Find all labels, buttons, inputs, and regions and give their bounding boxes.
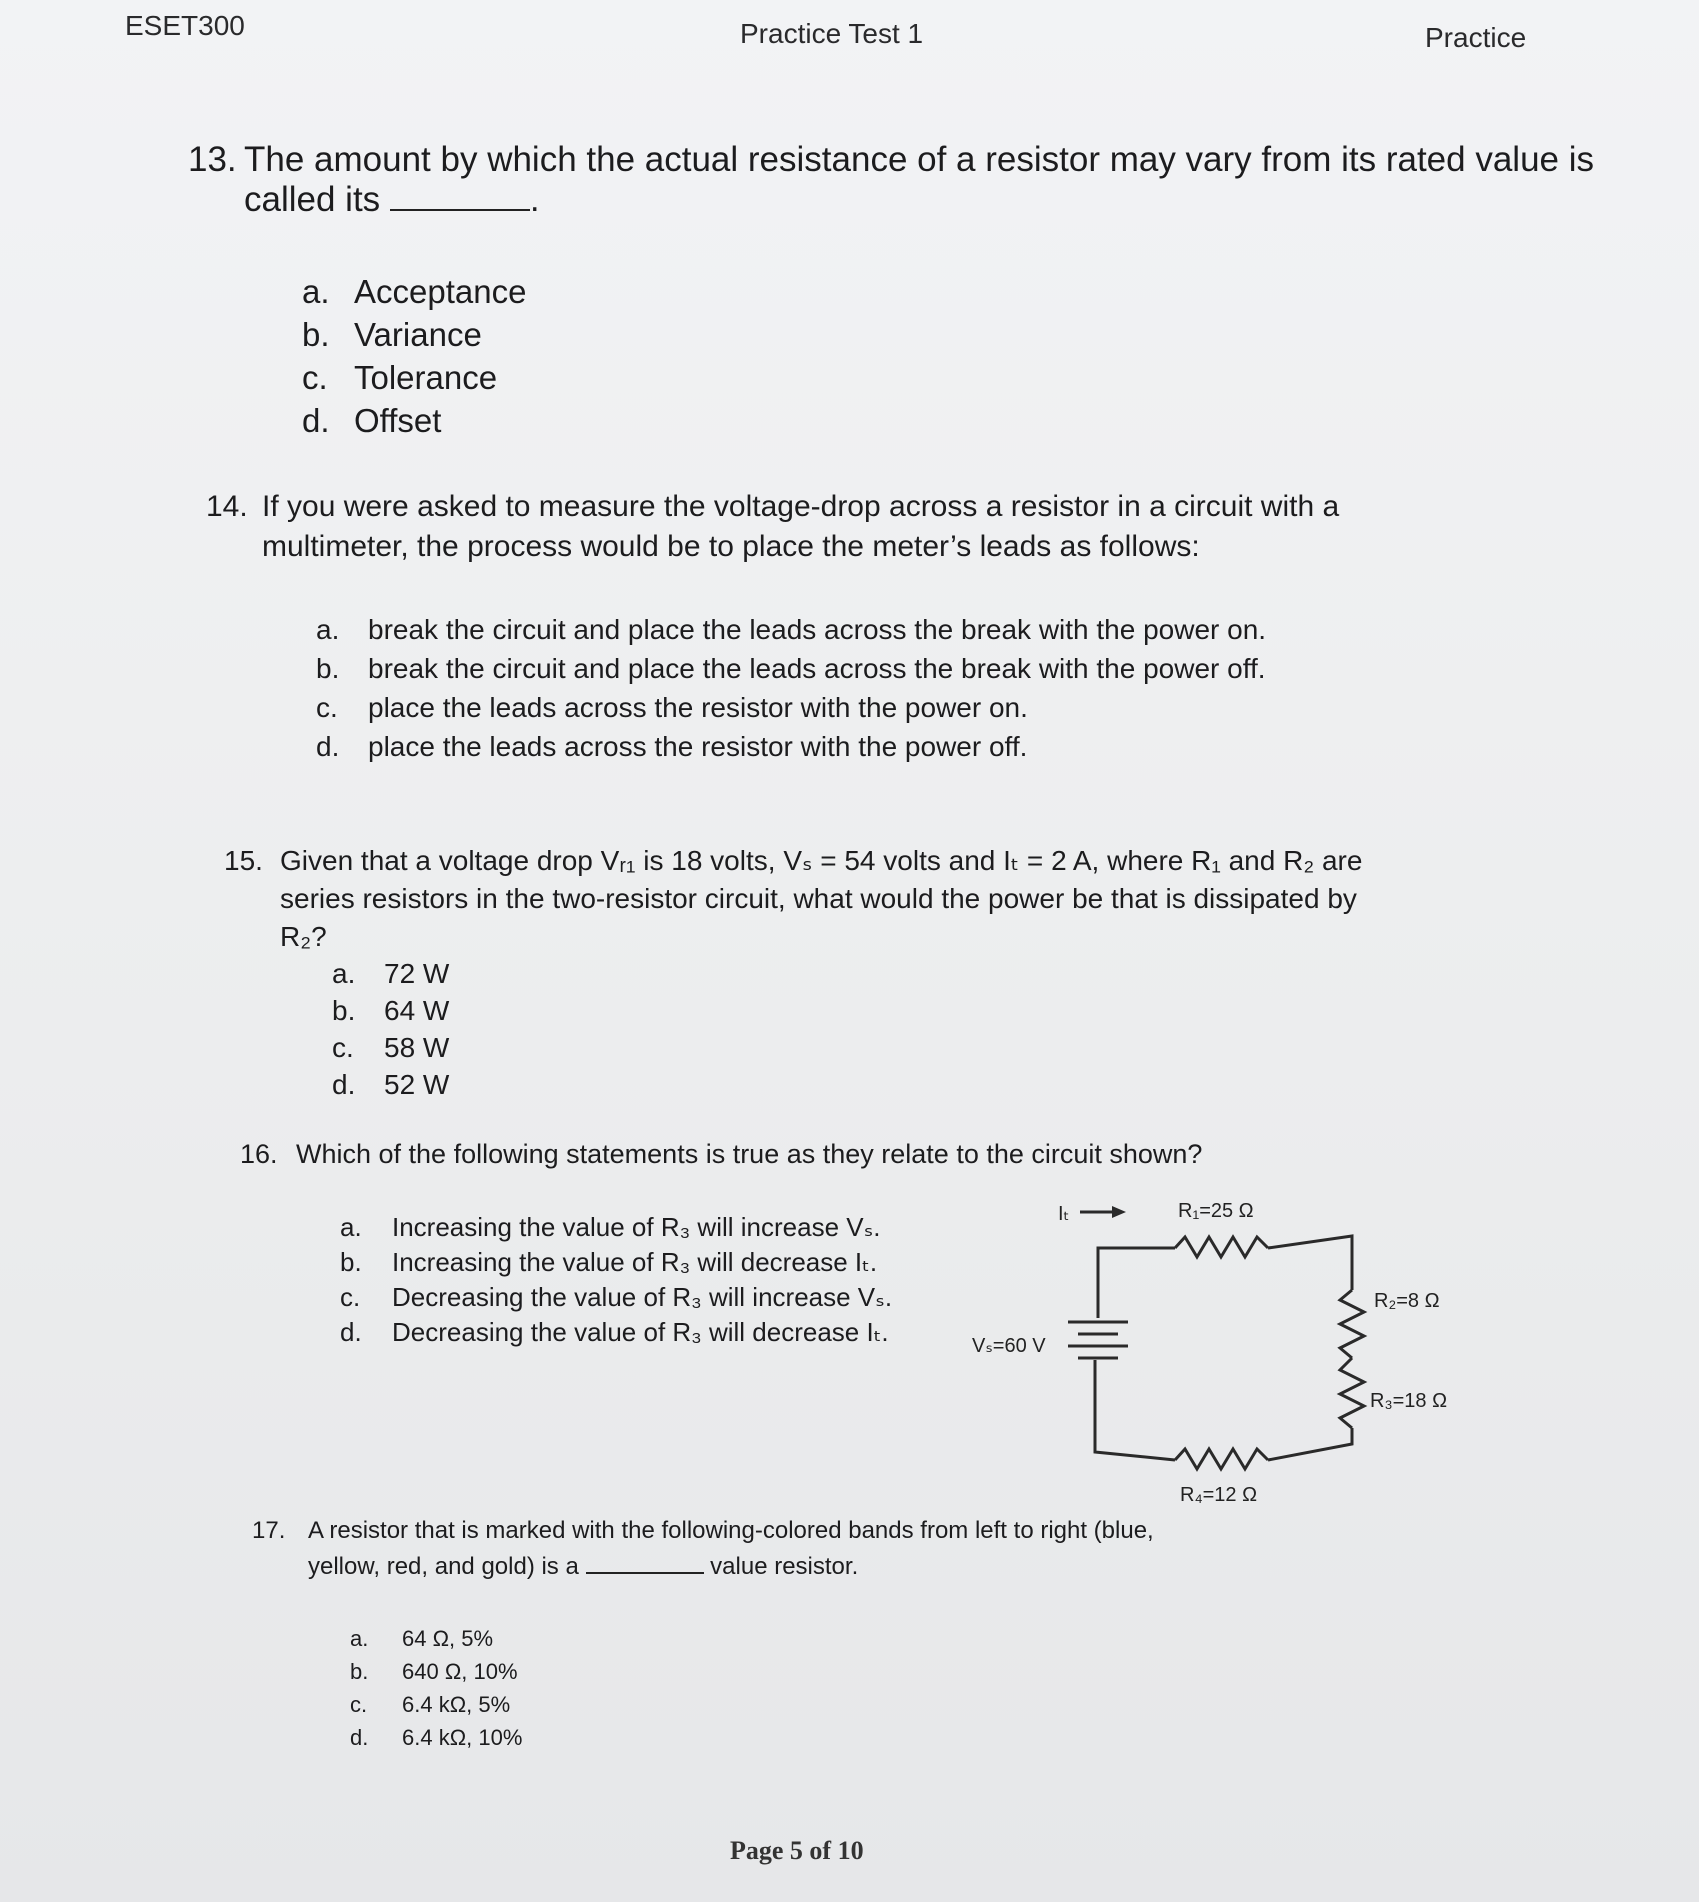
wire-top-right [1268,1236,1352,1290]
source-label: Vₛ=60 V [972,1335,1046,1357]
option-text: 6.4 kΩ, 5% [402,1692,511,1717]
option-letter: b. [316,653,340,684]
option-letter: b. [350,1659,369,1684]
option-text: 6.4 kΩ, 10% [402,1725,523,1750]
option-text: Decreasing the value of R₃ will increase Vₛ. [392,1282,893,1312]
page-title: Practice Test 1 [740,18,924,49]
answer-blank [586,1572,704,1574]
question-text: . [529,180,540,219]
r4-label: R₄=12 Ω [1180,1484,1258,1506]
r2-label: R₂=8 Ω [1374,1290,1440,1312]
option-letter: a. [340,1212,362,1242]
option-letter: a. [302,273,330,310]
option-b [350,1655,522,1688]
option-text: Decreasing the value of R₃ will decrease Iₜ. [392,1317,889,1347]
resistor-r4 [1175,1449,1268,1469]
question-text: called its [244,180,381,219]
current-label: Iₜ [1058,1203,1070,1225]
option-letter: d. [340,1317,362,1347]
resistor-r2 [1340,1290,1364,1358]
option-letter: d. [350,1725,369,1750]
option-letter: a. [350,1626,369,1651]
question-number: 16. [240,1139,278,1169]
option-text: Offset [354,402,442,439]
question-text: Which of the following statements is true as they relate to the circuit shown? [296,1139,1203,1169]
option-text: Increasing the value of R₃ will decrease Iₜ. [392,1247,878,1277]
current-arrowhead [1112,1206,1126,1218]
wire-bottom-right [1268,1428,1352,1460]
option-letter: a. [332,958,356,989]
resistor-r3 [1340,1358,1364,1428]
question-text: If you were asked to measure the voltage-drop across a resistor in a circuit with a [262,490,1340,523]
option-text: break the circuit and place the leads across the break with the power off. [368,653,1266,684]
option-text: place the leads across the resistor with the power on. [368,692,1028,723]
options-17 [350,1622,522,1754]
option-letter: c. [302,359,328,396]
question-text: yellow, red, and gold) is a [308,1553,579,1580]
option-letter: d. [316,731,340,762]
option-letter: b. [302,316,330,353]
option-letter: d. [302,402,330,439]
question-number: 15. [224,845,263,876]
option-letter: c. [350,1692,368,1717]
option-text: place the leads across the resistor with the power off. [368,731,1028,762]
question-number: 13. [188,140,237,179]
course-code: ESET300 [125,10,245,41]
option-d [350,1721,522,1754]
question-text: R₂? [280,921,327,952]
wire-top-left [1098,1248,1175,1318]
question-text: A resistor that is marked with the following-colored bands from left to right (blue, [308,1517,1154,1544]
option-a [350,1622,522,1655]
option-text: Acceptance [354,273,527,310]
question-text: The amount by which the actual resistance of a resistor may vary from its rated value is [244,140,1595,179]
option-letter: d. [332,1069,356,1100]
wire-bottom-left [1095,1360,1175,1460]
option-text: 640 Ω, 10% [402,1659,518,1684]
page-number: Page 5 of 10 [730,1836,864,1865]
option-text: 58 W [384,1032,450,1063]
question-text: Given that a voltage drop Vᵣ₁ is 18 volts, Vₛ = 54 volts and Iₜ = 2 A, where R₁ and R₂ are [280,845,1363,876]
option-text: 52 W [384,1069,450,1100]
option-text: 64 W [384,995,450,1026]
option-c [350,1688,522,1721]
option-letter: c. [316,692,338,723]
option-text: break the circuit and place the leads across the break with the power on. [368,614,1267,645]
question-17 [252,1513,1154,1585]
r1-label: R₁=25 Ω [1178,1200,1254,1222]
question-text: multimeter, the process would be to place the meter’s leads as follows: [262,530,1200,563]
option-text: Increasing the value of R₃ will increase Vₛ. [392,1212,881,1242]
header-right: Practice [1425,22,1527,53]
option-text: 72 W [384,958,450,989]
option-letter: b. [340,1247,362,1277]
question-text: value resistor. [710,1553,859,1580]
option-text: 64 Ω, 5% [402,1626,494,1651]
option-letter: b. [332,995,356,1026]
option-text: Variance [354,316,482,353]
option-letter: c. [332,1032,354,1063]
r3-label: R₃=18 Ω [1370,1390,1448,1412]
question-number: 14. [206,490,248,523]
resistor-r1 [1175,1237,1268,1257]
question-text: series resistors in the two-resistor circuit, what would the power be that is dissipated by [280,883,1357,914]
option-letter: a. [316,614,340,645]
option-text: Tolerance [354,359,498,396]
question-number: 17. [252,1517,286,1544]
option-letter: c. [340,1282,361,1312]
